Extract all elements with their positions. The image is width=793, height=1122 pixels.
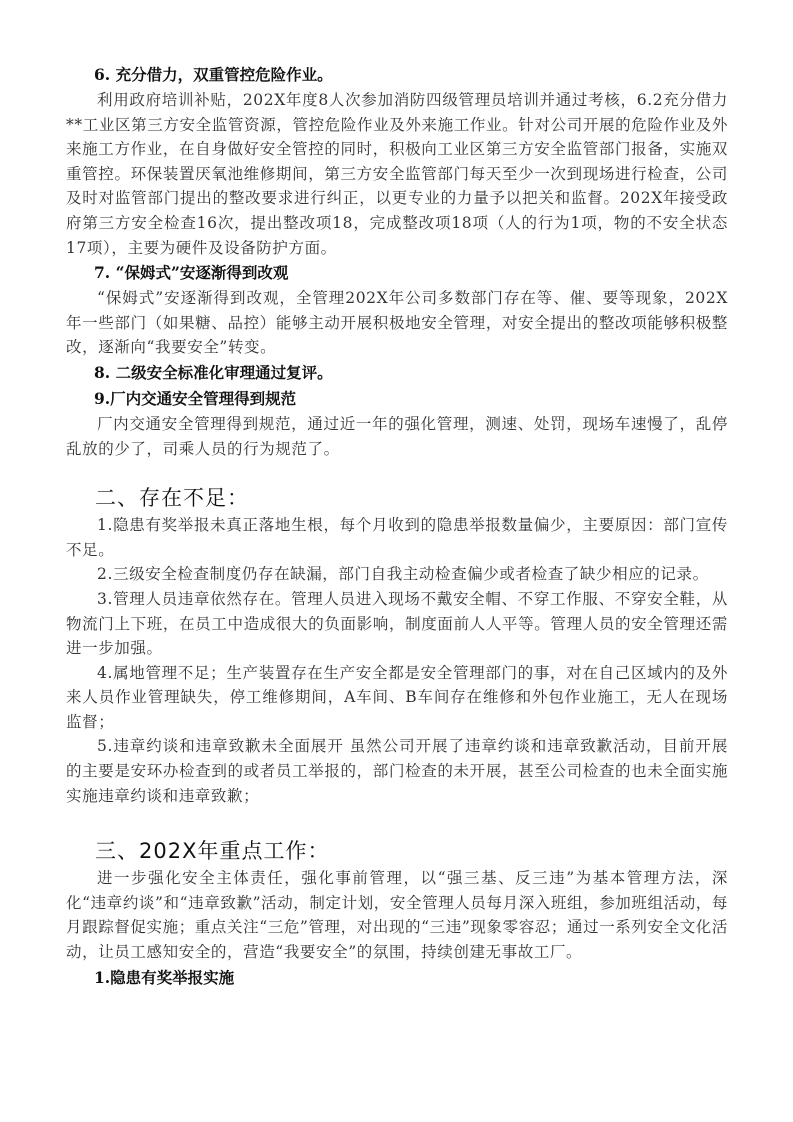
- shortcoming-item-2: 2.三级安全检查制度仍存在缺漏，部门自我主动检查偏少或者检查了缺少相应的记录。: [97, 565, 709, 584]
- key-work-intro: 进一步强化安全主体责任，强化事前管理，以“强三基、反三违”为基本管理方法，深化“违章约谈”和“违章致歉”活动，制定计划，安全管理人员每月深入班组，参加班组活动，每月跟踪督促实施；重点关注“三危”管理，对出现的“三违”现象零容忍；通过一系列安全文化活动，让员工感知安全的，营造“我要安全”的氛围，持续创建无事故工厂。: [66, 869, 728, 962]
- section-heading-key-work: 三、202X年重点工作：: [95, 839, 330, 864]
- heading-key-work-1: 1.隐患有奖举报实施: [94, 967, 235, 987]
- shortcoming-item-4: 4.属地管理不足；生产装置存在生产安全都是安全管理部门的事，对在自己区域内的及外来人员作业管理缺失，停工维修期间，A车间、B车间存在维修和外包作业施工，无人在现场监督；: [66, 663, 728, 731]
- paragraph-item-6: 利用政府培训补贴，202X年度8人次参加消防四级管理员培训并通过考核，6.2充分借力**工业区第三方安全监管资源，管控危险作业及外来施工作业。针对公司开展的危险作业及外来施工方作业，在自身做好安全管控的同时，积极向工业区第三方安全监管部门报备，实施双重管控。环保装置厌氧池维修期间，第三方安全监管部门每天至少一次到现场进行检查，公司及时对监管部门提出的整改要求进行纠正，以更专业的力量予以把关和监督。202X年接受政府第三方安全检查16次，提出整改项18，完成整改项18项（人的行为1项，物的不安全状态17项），主要为硬件及设备防护方面。: [66, 91, 728, 257]
- heading-item-9: 9.厂内交通安全管理得到规范: [94, 388, 297, 408]
- heading-item-8: 8. 二级安全标准化审理通过复评。: [94, 362, 333, 382]
- shortcoming-item-5: 5.违章约谈和违章致歉未全面展开 虽然公司开展了违章约谈和违章致歉活动，目前开展的主要是安环办检查到的或者员工举报的，部门检查的未开展，甚至公司检查的也未全面实施实施违章约谈和违章致歉；: [66, 737, 728, 805]
- paragraph-item-9: 厂内交通安全管理得到规范，通过近一年的强化管理，测速、处罚，现场车速慢了，乱停乱放的少了，司乘人员的行为规范了。: [66, 414, 728, 458]
- document-page: [66, 62, 728, 991]
- section-heading-shortcomings: 二、存在不足：: [95, 486, 249, 511]
- heading-item-7: 7. “保姆式”安逐渐得到改观: [94, 263, 289, 283]
- shortcoming-item-3: 3.管理人员违章依然存在。管理人员进入现场不戴安全帽、不穿工作服、不穿安全鞋，从物流门上下班，在员工中造成很大的负面影响，制度面前人人平等。管理人员的安全管理还需进一步加强。: [66, 589, 728, 658]
- heading-item-6: 6. 充分借力，双重管控危险作业。: [94, 65, 333, 84]
- shortcoming-item-1: 1.隐患有奖举报未真正落地生根，每个月收到的隐患举报数量偏少，主要原因：部门宣传不足。: [66, 516, 728, 559]
- paragraph-item-7: “保姆式”安逐渐得到改观，全管理202X年公司多数部门存在等、催、要等现象，202X年一些部门（如果糖、品控）能够主动开展积极地安全管理，对安全提出的整改项能够积极整改，逐渐向“我要安全”转变。: [66, 289, 728, 357]
